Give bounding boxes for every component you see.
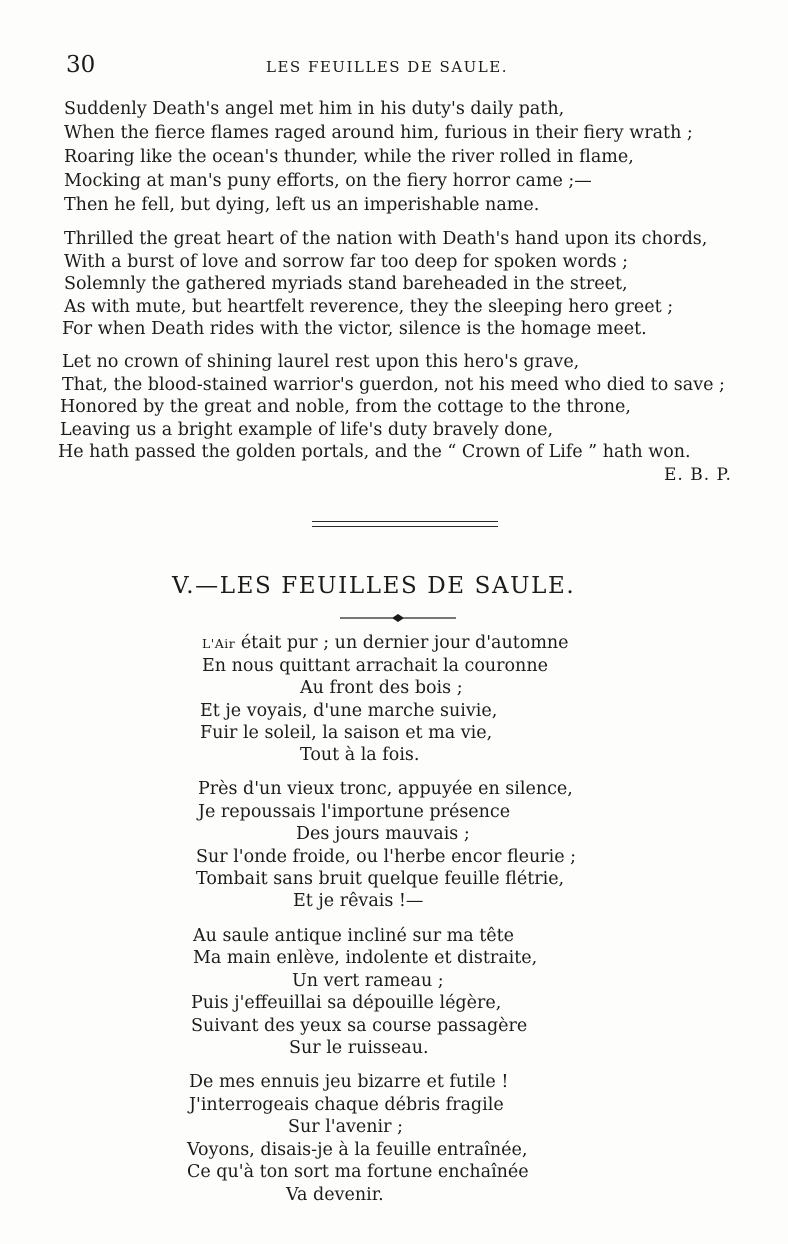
verse-line [202, 632, 569, 655]
page-number: 30 [66, 52, 96, 78]
verse-line: For when Death rides with the victor, silence is the homage meet. [62, 319, 647, 339]
ornament-divider-icon [340, 612, 456, 624]
verse-line: Solemnly the gathered myriads stand bareheaded in the street, [64, 274, 628, 294]
verse-line: De mes ennuis jeu bizarre et futile ! [189, 1072, 509, 1092]
drop-word-smallcaps: L'Air [202, 636, 236, 651]
section-divider-rule [312, 521, 498, 522]
verse-line-indented: Un vert rameau ; [292, 971, 444, 991]
verse-line: He hath passed the golden portals, and the “ Crown of Life ” hath won. [58, 442, 691, 462]
verse-line: Fuir le soleil, la saison et ma vie, [200, 723, 493, 743]
verse-line: Leaving us a bright example of life's duty bravely done, [60, 420, 554, 440]
verse-line: With a burst of love and sorrow far too deep for spoken words ; [64, 252, 629, 272]
verse-line: Près d'un vieux tronc, appuyée en silence, [198, 779, 573, 799]
verse-line: Ma main enlève, indolente et distraite, [193, 948, 538, 968]
verse-line: Thrilled the great heart of the nation with Death's hand upon its chords, [64, 229, 708, 249]
running-title: LES FEUILLES DE SAULE. [266, 58, 508, 76]
page-header [66, 52, 746, 82]
verse-line: Je repoussais l'importune présence [198, 802, 511, 822]
verse-line-indented: Sur le ruisseau. [289, 1038, 429, 1058]
verse-line: Au saule antique incliné sur ma tête [193, 926, 514, 946]
verse-line-indented: Sur l'avenir ; [288, 1117, 403, 1137]
verse-line: J'interrogeais chaque débris fragile [189, 1095, 504, 1115]
verse-line-indented: Au front des bois ; [300, 678, 463, 698]
verse-line: As with mute, but heartfelt reverence, they the sleeping hero greet ; [64, 297, 674, 317]
verse-line: Voyons, disais-je à la feuille entraînée, [187, 1140, 528, 1160]
verse-line: Ce qu'à ton sort ma fortune enchaînée [187, 1162, 529, 1182]
verse-line: When the fierce flames raged around him, furious in their fiery wrath ; [64, 123, 693, 143]
verse-line: Mocking at man's puny efforts, on the fiery horror came ;— [64, 171, 592, 191]
verse-line: Suivant des yeux sa course passagère [191, 1016, 528, 1036]
verse-line: Then he fell, but dying, left us an imperishable name. [64, 195, 540, 215]
verse-line-indented: Tout à la fois. [300, 745, 420, 765]
verse-line: Puis j'effeuillai sa dépouille légère, [191, 993, 502, 1013]
verse-line: Tombait sans bruit quelque feuille flétrie, [196, 869, 565, 889]
verse-line: Suddenly Death's angel met him in his duty's daily path, [64, 99, 565, 119]
verse-line: En nous quittant arrachait la couronne [202, 656, 548, 676]
verse-line-indented: Et je rêvais !— [293, 891, 424, 911]
verse-line: Roaring like the ocean's thunder, while the river rolled in flame, [64, 147, 634, 167]
verse-line: Et je voyais, d'une marche suivie, [200, 701, 498, 721]
verse-line: Sur l'onde froide, ou l'herbe encor fleurie ; [196, 847, 577, 867]
verse-line: That, the blood-stained warrior's guerdon, not his meed who died to save ; [62, 375, 725, 395]
author-signature: E. B. P. [664, 465, 732, 485]
section-title: V.—LES FEUILLES DE SAULE. [172, 573, 576, 599]
verse-line-indented: Va devenir. [286, 1185, 384, 1205]
verse-line-text: était pur ; un dernier jour d'automne [235, 633, 569, 653]
section-divider-rule [312, 526, 498, 527]
verse-line: Let no crown of shining laurel rest upon this hero's grave, [62, 352, 580, 372]
verse-line-indented: Des jours mauvais ; [296, 824, 470, 844]
verse-line: Honored by the great and noble, from the cottage to the throne, [60, 397, 631, 417]
